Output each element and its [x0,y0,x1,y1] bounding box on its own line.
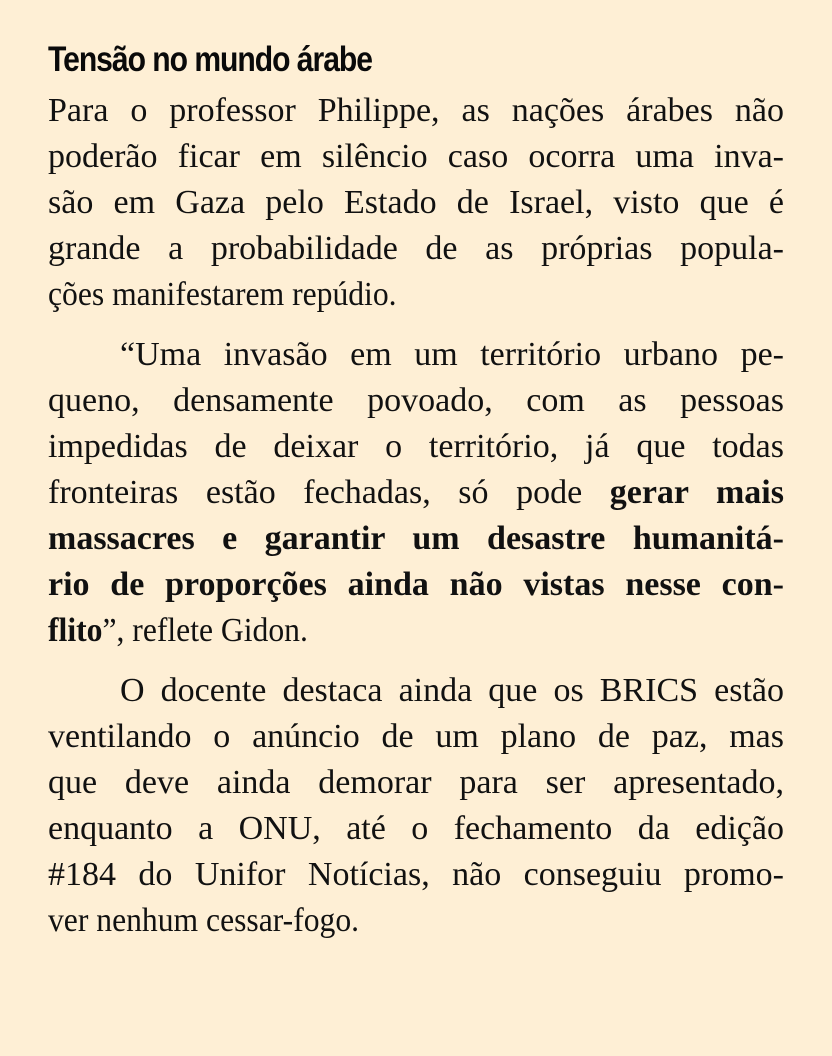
bold-quote-text: gerar mais [609,474,784,511]
text-line [48,134,784,180]
text-line [48,898,784,944]
attribution-text: ”, reflete Gidon. [102,612,308,649]
text-line [48,88,784,134]
line-content: impedidas de deixar o território, já que todas [48,428,784,465]
paragraph-2-quote [48,332,784,654]
paragraph-3 [48,668,784,944]
line-content: massacres e garantir um desastre humanitá- [48,520,784,557]
text-line [48,424,784,470]
line-content: O docente destaca ainda que os BRICS estão [120,672,784,709]
line-content: ver nenhum cessar-fogo. [48,902,360,939]
line-content: ções manifestarem repúdio. [48,276,397,313]
line-content: Para o professor Philippe, as nações árabes não [48,92,784,129]
text-line [48,272,784,318]
paragraph-1 [48,88,784,318]
text-line [48,180,784,226]
line-content: que deve ainda demorar para ser apresentado, [48,764,784,801]
line-content: grande a probabilidade de as próprias popula- [48,230,784,267]
section-heading: Tensão no mundo árabe [48,40,372,79]
line-content: “Uma invasão em um território urbano pe- [120,336,784,373]
line-content: enquanto a ONU, até o fechamento da edição [48,810,784,847]
line-content [48,608,308,654]
text-line [48,806,784,852]
text-line [48,332,784,378]
text-line-mixed [48,470,784,516]
line-content: poderão ficar em silêncio caso ocorra uma inva- [48,138,784,175]
text-line [48,378,784,424]
article-section [48,38,784,944]
line-content: são em Gaza pelo Estado de Israel, visto que é [48,184,784,221]
bold-quote-line [48,562,784,608]
line-content: queno, densamente povoado, com as pessoas [48,382,784,419]
text-line [48,852,784,898]
text-line [48,668,784,714]
bold-quote-text: flito [48,612,103,649]
line-content: #184 do Unifor Notícias, não conseguiu promo- [48,856,784,893]
text-line [48,226,784,272]
text-line-mixed [48,608,784,654]
line-content: rio de proporções ainda não vistas nesse con- [48,566,784,603]
text-line [48,714,784,760]
regular-text: fronteiras estão fechadas, só pode [48,474,610,511]
bold-quote-line [48,516,784,562]
text-line [48,760,784,806]
line-content [48,470,784,516]
line-content: ventilando o anúncio de um plano de paz, mas [48,718,784,755]
